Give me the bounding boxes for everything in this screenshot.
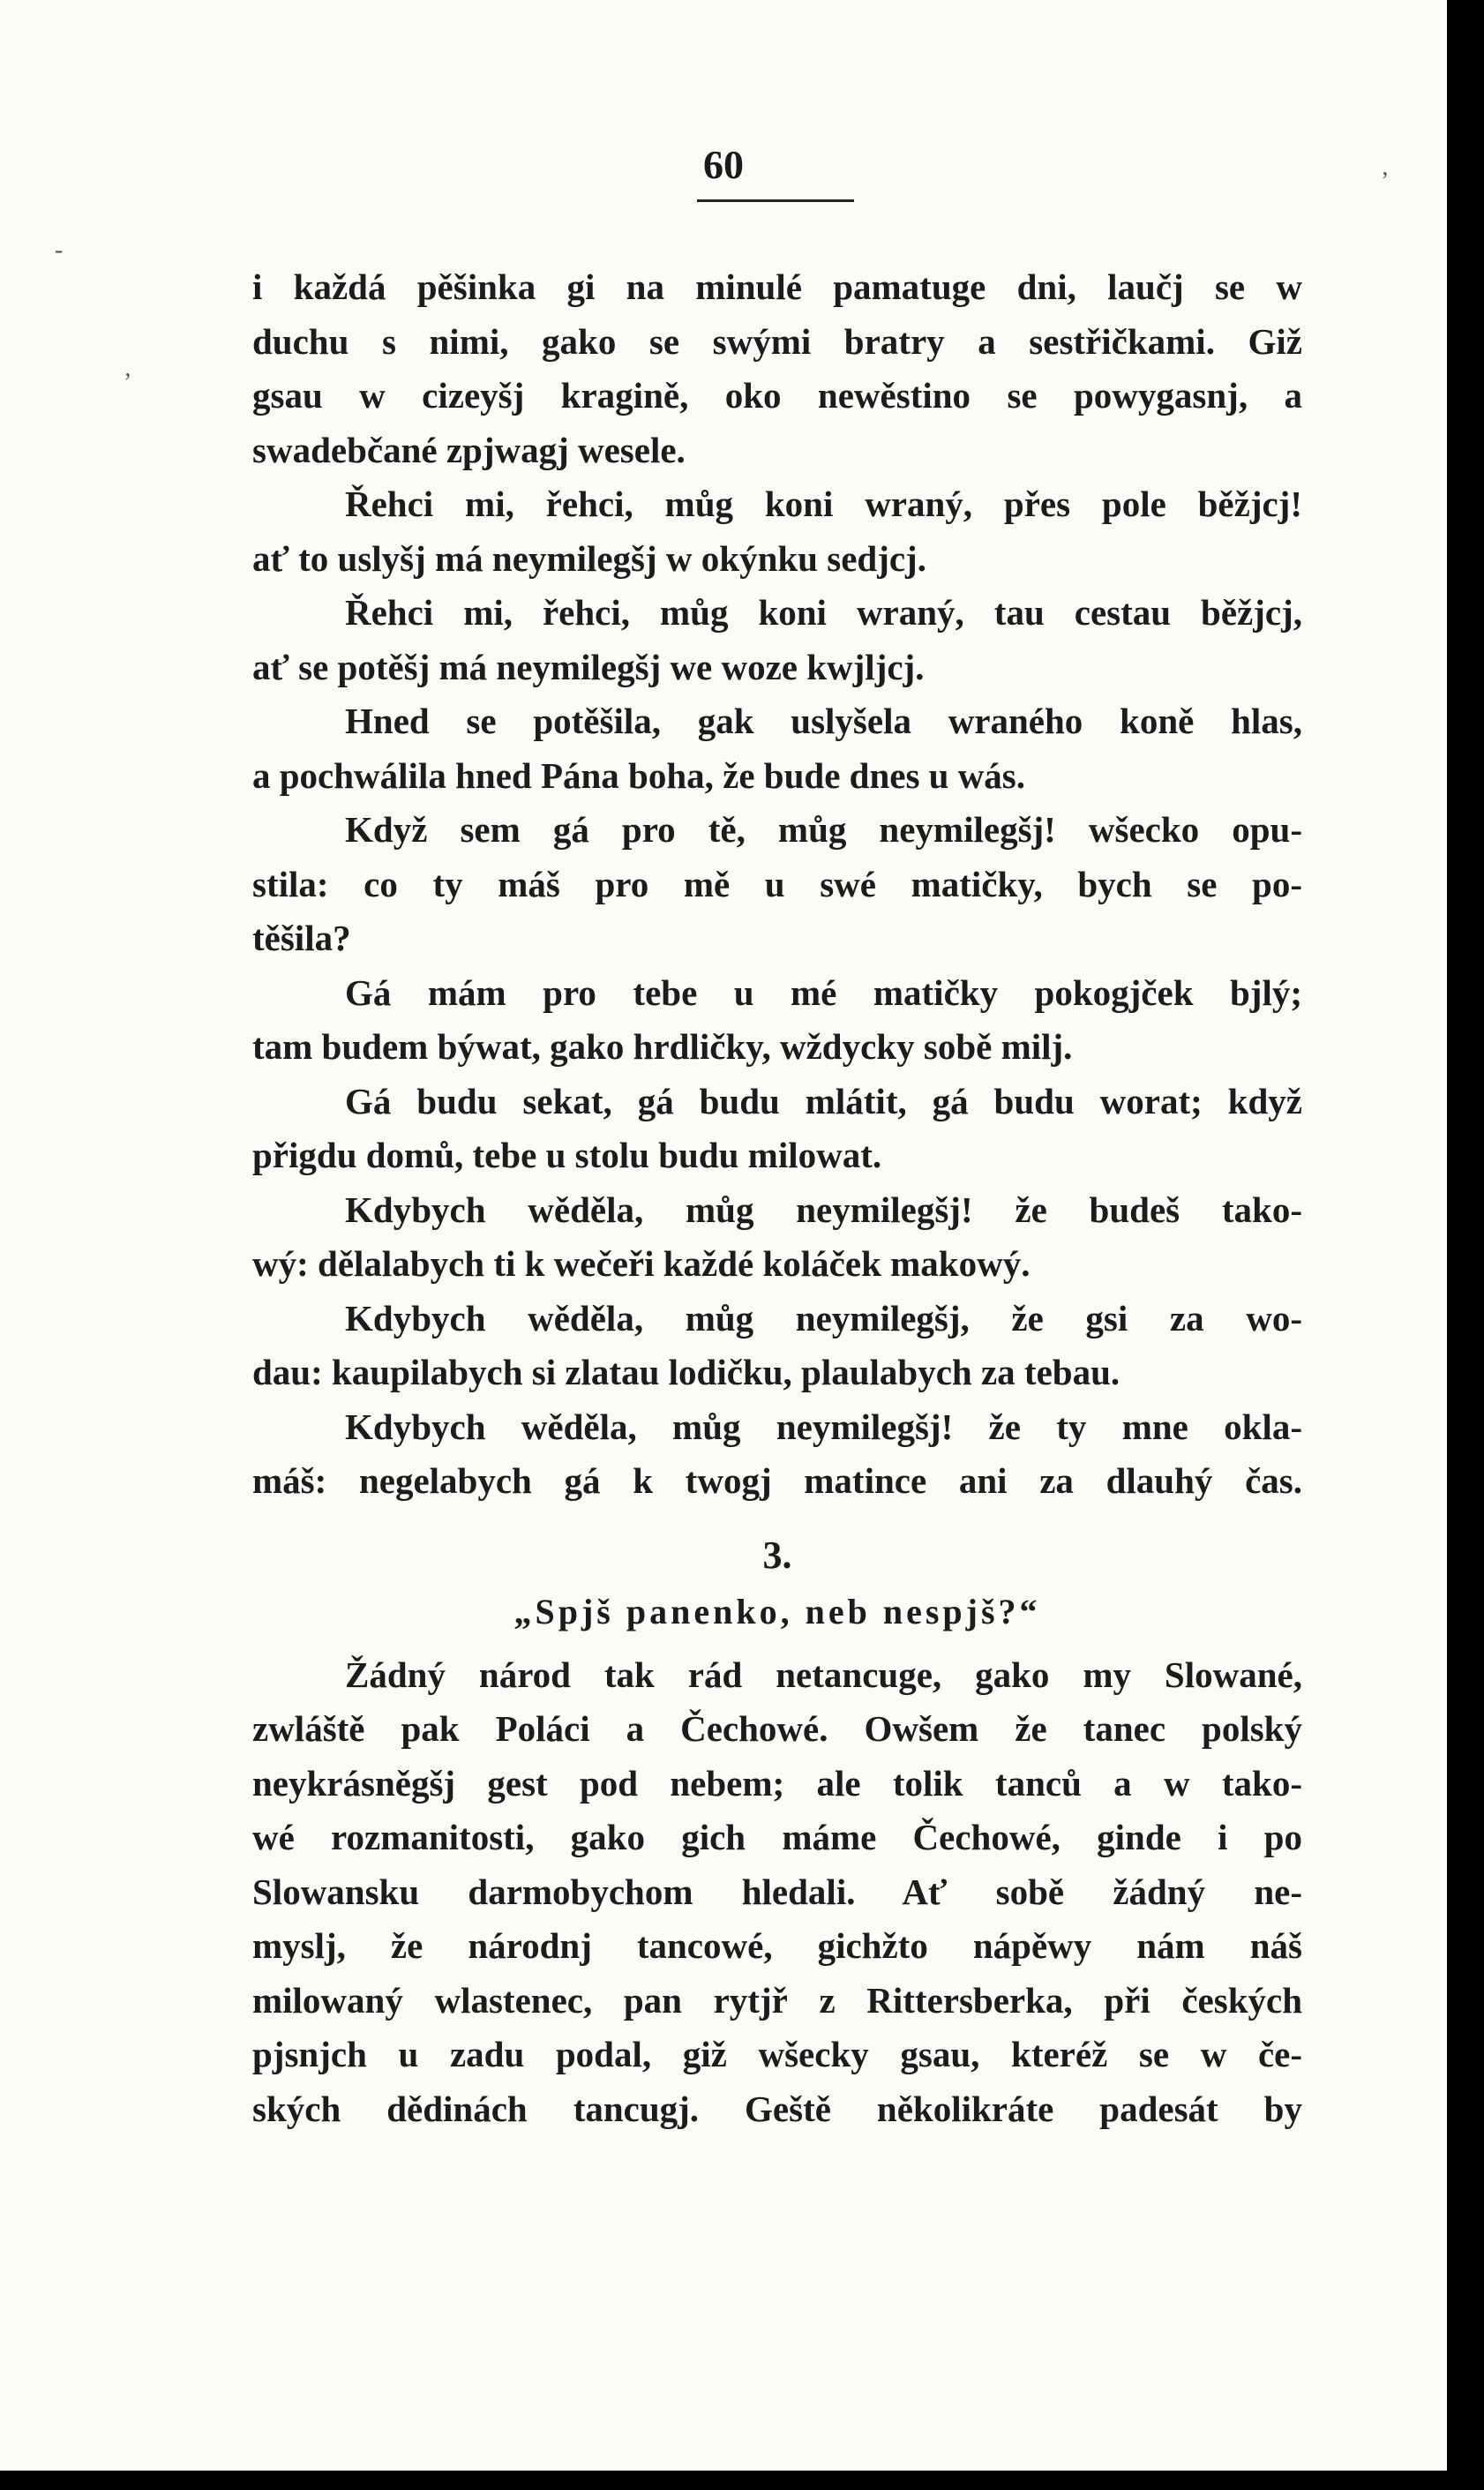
text-line: Řehci mi, řehci, můg koni wraný, tau cestau běžjcj, [345,592,1302,633]
paragraph-6 [252,966,1302,1075]
paragraph-11 [252,1648,1302,2137]
header-rule [697,199,854,202]
text-line: neykrásněgšj gest pod nebem; ale tolik tanců a w tako- [252,1762,1302,1804]
text-line: pjsnjch u zadu podal, giž wšecky gsau, kteréž se w če- [252,2034,1302,2074]
text-line: Slowansku darmobychom hledali. Ať sobě žádný ne- [252,1871,1302,1912]
paragraph-10 [252,1400,1302,1509]
text-line: ských dědinách tancugj. Geště několikráte padesát by [252,2088,1302,2129]
text-line: myslj, že národnj tancowé, gichžto nápěwy nám náš [252,1925,1302,1966]
section-title: „Spjš panenko, neb nespjš?“ [513,1591,1041,1631]
text-line: Hned se potěšila, gak uslyšela wraného koně hlas, [345,701,1302,741]
text-line: Gá mám pro tebe u mé matičky pokogjček bjlý; [345,971,1302,1013]
text-line: i každá pěšinka gi na minulé pamatuge dni, laučj se w [252,266,1302,307]
scan-border-bottom [0,2471,1484,2490]
paragraph-5 [252,803,1302,966]
paragraph-1 [252,260,1302,477]
text-line: zwláště pak Poláci a Čechowé. Owšem že tanec polský [252,1708,1302,1749]
text-line: Řehci mi, řehci, můg koni wraný, přes pole běžjcj! [345,484,1302,524]
text-line: máš: negelabych gá k twogj matince ani za dlauhý čas. [252,1460,1302,1501]
body-text [252,260,1302,2136]
text-line: milowaný wlastenec, pan rytjř z Rittersberka, při českých [252,1979,1302,2021]
paragraph-9 [252,1292,1302,1400]
scan-speck: - [55,236,64,264]
paragraph-3 [252,586,1302,694]
paragraph-8 [252,1183,1302,1292]
text-line: duchu s nimi, gako se swými bratry a sestřičkami. Giž [252,320,1302,362]
scan-speck: ʼ [1381,168,1390,195]
text-line: Kdybych wěděla, můg neymilegšj! že ty mne okla- [345,1406,1302,1447]
text-line: wý: dělalabych ti k wečeři každé koláček makowý. [252,1243,1031,1284]
text-line: přigdu domů, tebe u stolu budu milowat. [252,1135,882,1175]
text-line: Kdybych wěděla, můg neymilegšj, že gsi za wo- [345,1297,1302,1339]
text-line: swadebčané zpjwagj wesele. [252,429,686,470]
text-line: wé rozmanitosti, gako gich máme Čechowé, ginde i po [252,1817,1302,1857]
page-number: 60 [703,142,744,187]
paragraph-7 [252,1075,1302,1183]
scan-speck: ʼ [124,369,132,396]
text-line: stila: co ty máš pro mě u swé matičky, bych se po- [252,863,1302,904]
text-line: gsau w cizeyšj kragině, oko newěstino se powygasnj, a [252,375,1302,416]
text-line: ať se potěšj má neymilegšj we woze kwjljcj. [252,646,925,687]
text-line: těšila? [252,918,351,958]
text-line: Kdybych wěděla, můg neymilegšj! že budeš tako- [345,1189,1302,1230]
section-number: 3. [762,1533,792,1577]
scan-border-right [1447,0,1484,2490]
text-line: Když sem gá pro tě, můg neymilegšj! wšecko opu- [345,809,1302,850]
text-line: tam budem býwat, gako hrdličky, wždycky sobě milj. [252,1026,1073,1067]
page-header [0,141,1447,188]
paragraph-4 [252,694,1302,803]
text-line: a pochwálila hned Pána boha, že bude dnes u wás. [252,754,1026,796]
text-line: ať to uslyšj má neymilegšj w okýnku sedjcj. [252,537,926,579]
paragraph-2 [252,477,1302,586]
text-line: Gá budu sekat, gá budu mlátit, gá budu worat; když [345,1080,1302,1121]
text-line: dau: kaupilabych si zlatau lodičku, plaulabych za tebau. [252,1352,1120,1392]
text-line: Žádný národ tak rád netancuge, gako my Slowané, [345,1654,1302,1695]
